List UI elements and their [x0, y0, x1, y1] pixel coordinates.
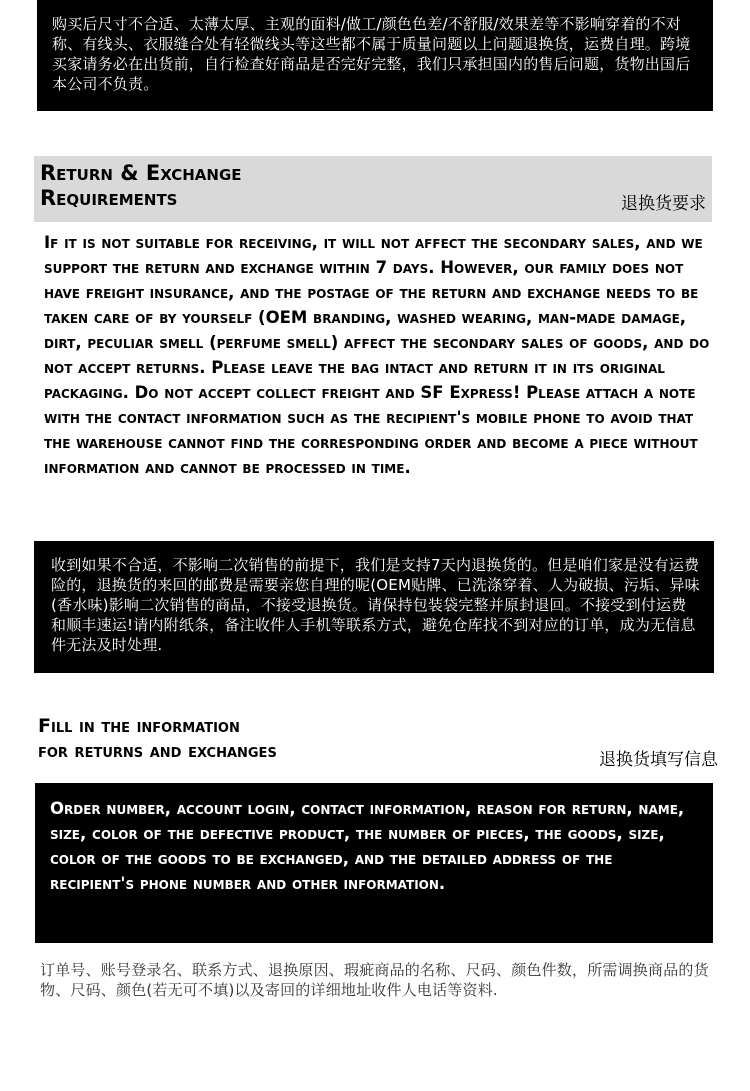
- return-exchange-title: [40, 161, 242, 211]
- fill-info-header: [38, 714, 718, 770]
- return-exchange-cn-label: 退换货要求: [621, 194, 706, 214]
- notice-text: 购买后尺寸不合适、太薄太厚、主观的面料/做工/颜色色差/不舒服/效果差等不影响穿着的不对称、有线头、衣服缝合处有轻微线头等这些都不属于质量问题以上问题退换货，运费自理。跨境买家请务必在出货前，自行检查好商品是否完好完整，我们只承担国内的售后问题，货物出国后本公司不负责。: [52, 15, 691, 93]
- return-policy-chinese-text: 收到如果不合适，不影响二次销售的前提下，我们是支持7天内退换货的。但是咱们家是没有运费险的，退换货的来回的邮费是需要亲您自理的呢(OEM贴牌、已洗涤穿着、人为破损、污垢、异味(香水味)影响二次销售的商品，不接受退换货。请保持包装袋完整并原封退回。不接受到付运费和顺丰速运!请内附纸条，备注收件人手机等联系方式，避免仓库找不到对应的订单，成为无信息件无法及时处理.: [51, 556, 700, 654]
- return-policy-cn-box: [34, 541, 714, 673]
- fill-info-title-line2: for returns and exchanges: [38, 740, 277, 762]
- fill-info-box: [35, 783, 713, 943]
- fill-info-title-line1: Fill in the information: [38, 715, 240, 737]
- fill-info-chinese-text: 订单号、账号登录名、联系方式、退换原因、瑕疵商品的名称、尺码、颜色件数，所需调换商品的货物、尺码、颜色(若无可不填)以及寄回的详细地址收件人电话等资料.: [40, 961, 709, 999]
- return-policy-english-text: If it is not suitable for receiving, it will not affect the secondary sales, and we support the return and exchange within 7 days. However, our family does not have freight insurance, and the postage of the return and exchange needs to be taken care of by yourself (OEM branding, washed wearing, man-made damage, dirt, peculiar smell (perfume smell) affect the secondary sales of goods, and do not accept returns. Please leave the bag intact and return it in its original packaging. Do not accept collect freight and SF Express! Please attach a note with the contact information such as the recipient's mobile phone to avoid that the warehouse cannot find the corresponding order and become a piece without information and cannot be processed in time.: [44, 233, 710, 477]
- notice-box: [37, 0, 713, 111]
- fill-info-english-text: Order number, account login, contact information, reason for return, name, size, color of the defective product, the number of pieces, the goods, size, color of the goods to be exchanged, and the detailed address of the recipient's phone number and other information.: [50, 799, 685, 893]
- return-exchange-header: [34, 156, 712, 222]
- return-exchange-title-line2: Requirements: [40, 186, 178, 210]
- return-exchange-title-line1: Return & Exchange: [40, 161, 242, 185]
- fill-info-cn-label: 退换货填写信息: [599, 750, 718, 770]
- fill-info-title: [38, 714, 277, 764]
